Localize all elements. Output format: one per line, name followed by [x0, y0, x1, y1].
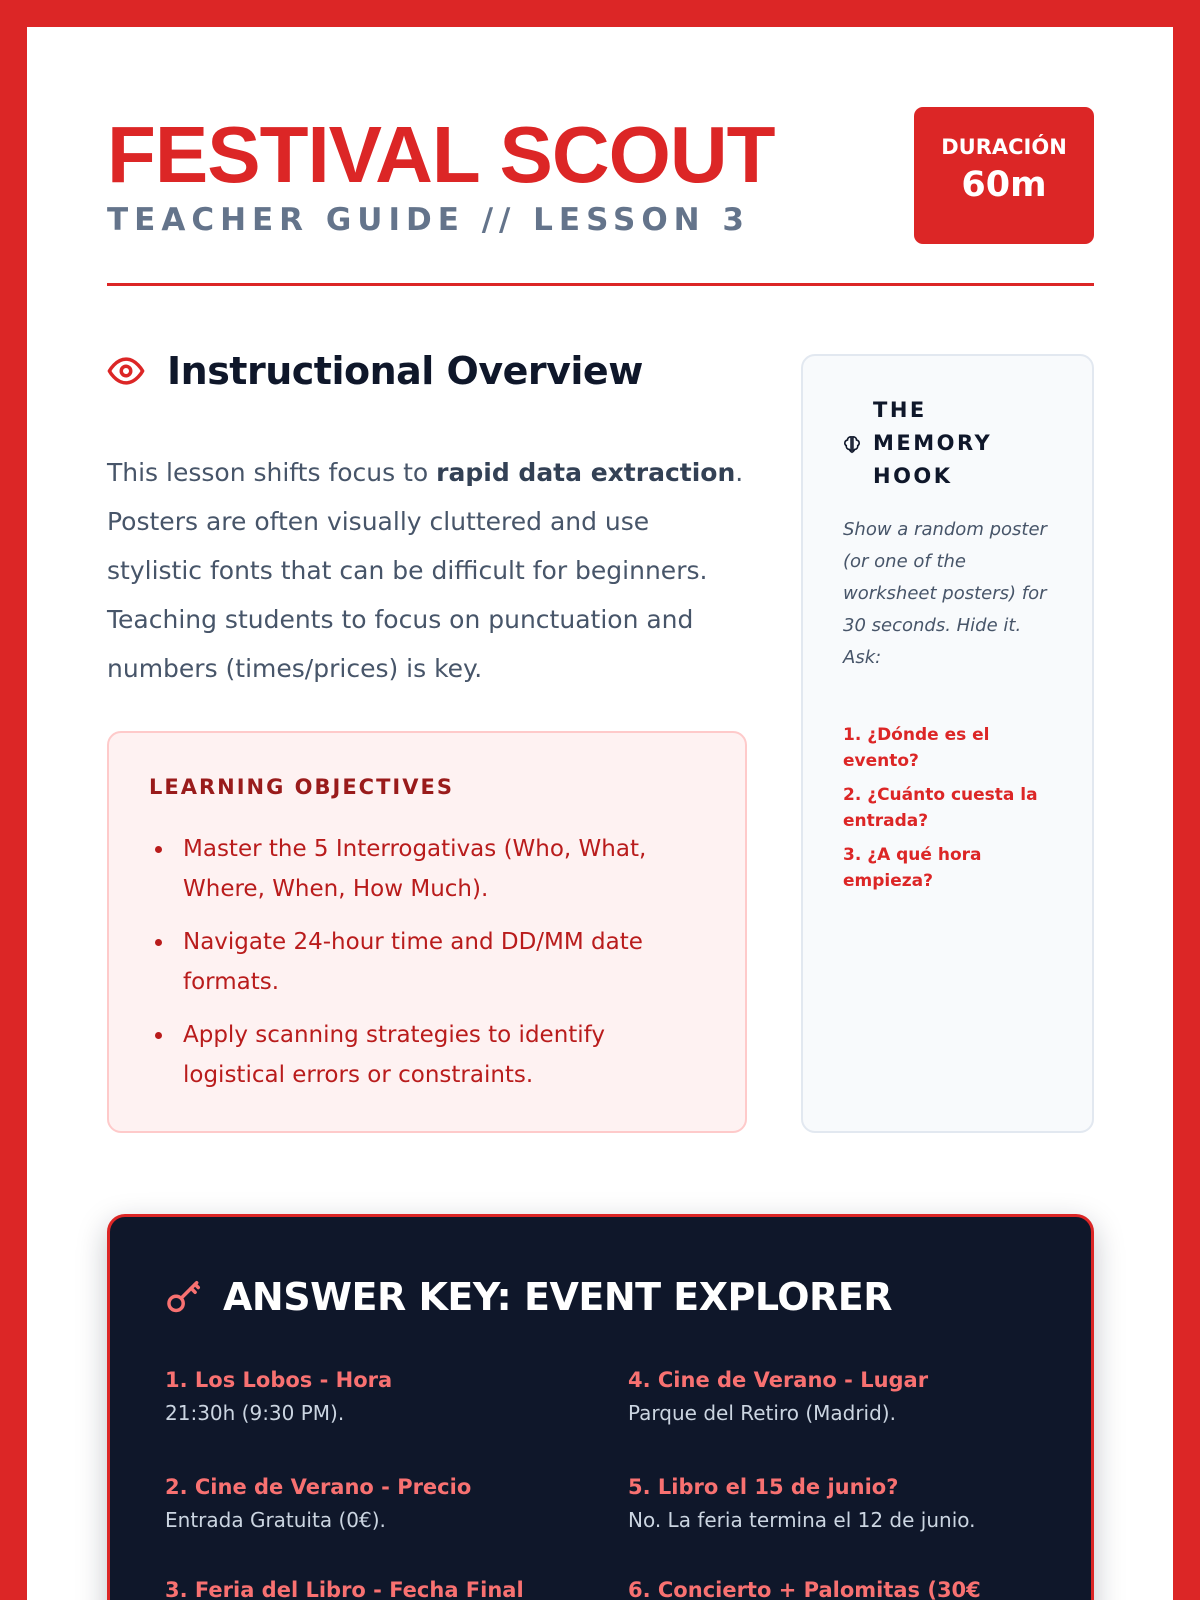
answer-text: Entrada Gratuita (0€).	[165, 1508, 386, 1532]
objectives-list	[149, 829, 709, 1108]
objective-item: Navigate 24-hour time and DD/MM date formats.	[149, 922, 709, 1002]
answer-text: Parque del Retiro (Madrid).	[628, 1401, 896, 1425]
answer-item	[165, 1574, 585, 1600]
eye-icon	[107, 352, 145, 390]
answer-item	[628, 1471, 1048, 1537]
answer-question: 6. Concierto + Palomitas (30€	[628, 1578, 981, 1600]
memory-hook-heading	[843, 394, 1053, 493]
memory-hook-text: Show a random poster (or one of the worksheet posters) for 30 seconds. Hide it. Ask:	[843, 519, 1047, 668]
overview-title: Instructional Overview	[167, 349, 643, 393]
learning-objectives-box	[107, 731, 747, 1133]
worksheet-page	[27, 27, 1173, 1600]
objectives-heading: LEARNING OBJECTIVES	[149, 775, 454, 799]
memory-hook-box	[801, 354, 1094, 1133]
overview-text-bold: rapid data extraction	[436, 458, 736, 487]
duration-badge	[914, 107, 1094, 244]
hook-question: 3. ¿A qué hora empieza?	[843, 845, 982, 891]
answer-item	[628, 1574, 1048, 1600]
answer-key-title: ANSWER KEY: EVENT EXPLORER	[223, 1275, 893, 1319]
objective-item: Apply scanning strategies to identify logistical errors or constraints.	[149, 1015, 709, 1095]
answer-item	[165, 1471, 585, 1537]
duration-label: DURACIÓN	[941, 135, 1067, 159]
answer-question: 3. Feria del Libro - Fecha Final	[165, 1578, 524, 1600]
objective-item: Master the 5 Interrogativas (Who, What, Where, When, How Much).	[149, 829, 709, 909]
answer-question: 2. Cine de Verano - Precio	[165, 1475, 472, 1499]
hook-question: 1. ¿Dónde es el evento?	[843, 725, 990, 771]
answer-text: No. La feria termina el 12 de junio.	[628, 1508, 976, 1532]
hook-question: 2. ¿Cuánto cuesta la entrada?	[843, 785, 1038, 831]
answer-question: 5. Libro el 15 de junio?	[628, 1475, 899, 1499]
answer-question: 4. Cine de Verano - Lugar	[628, 1368, 929, 1392]
answer-key-heading	[165, 1275, 892, 1319]
answer-key-panel	[107, 1214, 1094, 1600]
page-title: FESTIVAL SCOUT	[107, 110, 775, 199]
page-subtitle: TEACHER GUIDE // LESSON 3	[107, 202, 750, 238]
answer-item	[628, 1364, 1048, 1430]
overview-text-pre: This lesson shifts focus to	[107, 458, 437, 487]
answer-text: 21:30h (9:30 PM).	[165, 1401, 345, 1425]
key-icon	[165, 1278, 203, 1316]
duration-value: 60m	[961, 165, 1047, 205]
memory-hook-questions	[843, 722, 1063, 902]
overview-text-post: . Posters are often visually cluttered and use stylistic fonts that can be difficult for beginners. Teaching students to focus on punctuation and numbers (times/prices) is key.	[107, 458, 744, 683]
header-divider	[107, 283, 1094, 286]
answer-item	[165, 1364, 585, 1430]
memory-hook-title: THE MEMORY HOOK	[873, 398, 993, 488]
answer-question: 1. Los Lobos - Hora	[165, 1368, 393, 1392]
overview-text	[107, 448, 747, 693]
overview-heading	[107, 349, 643, 393]
brain-icon	[843, 434, 861, 454]
